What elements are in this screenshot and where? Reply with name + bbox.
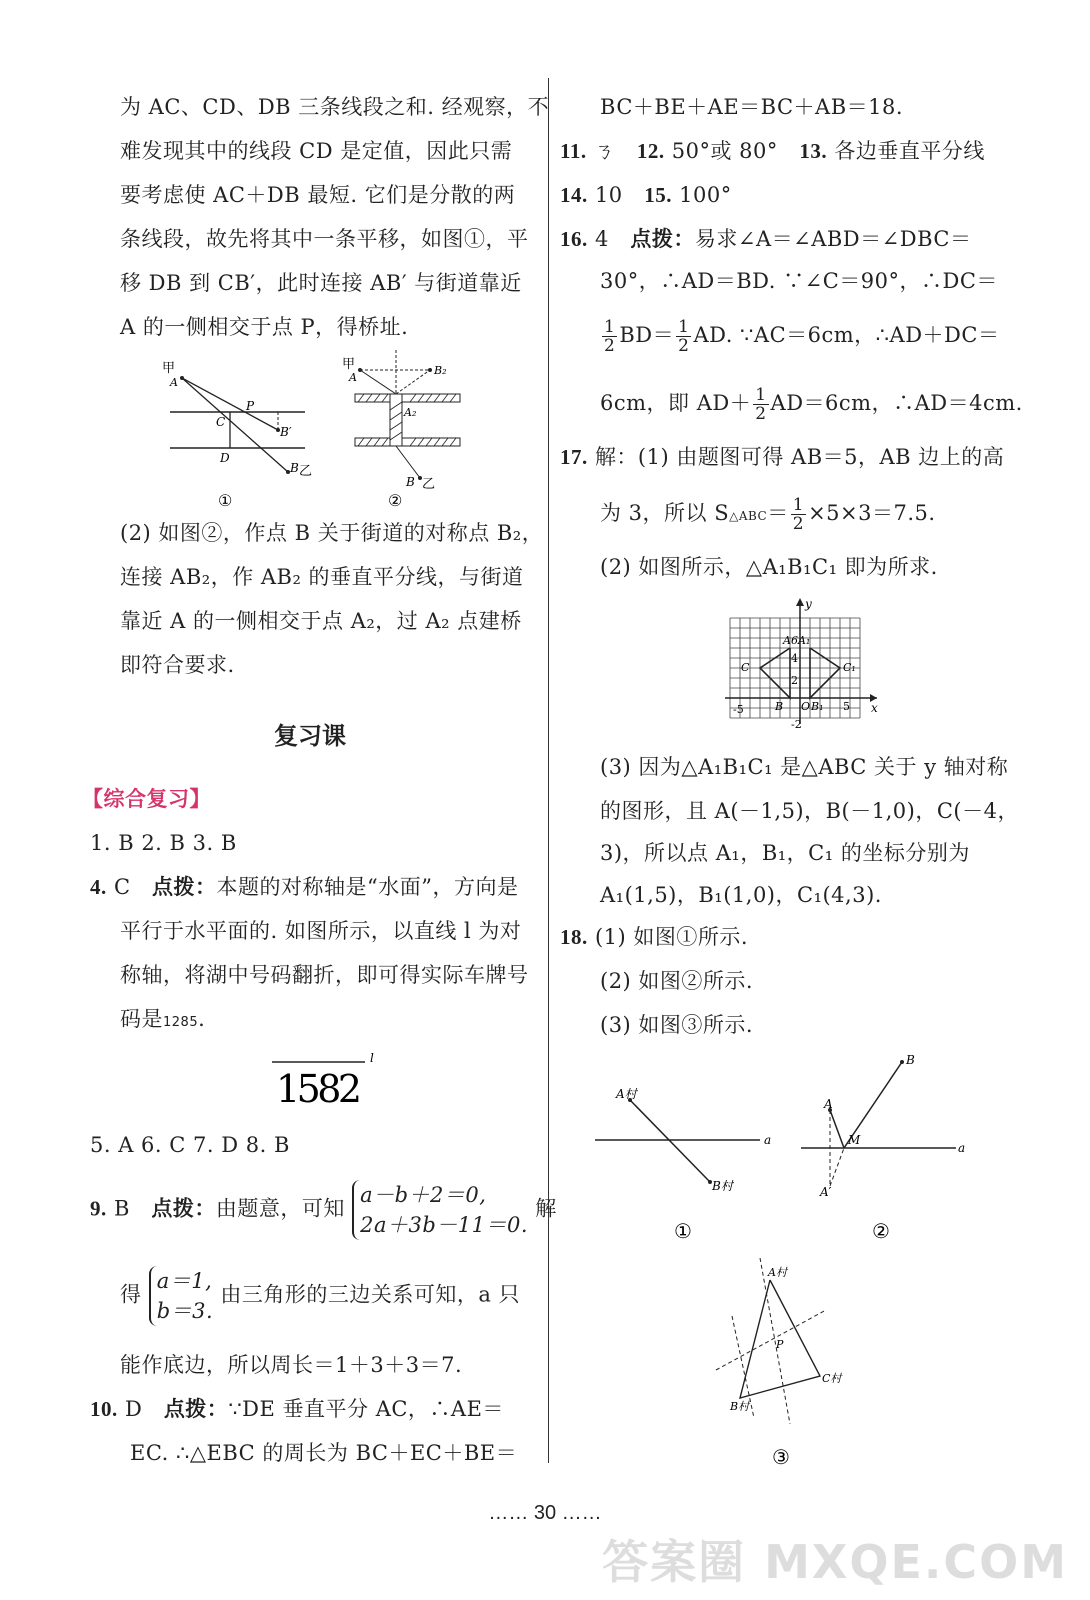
- fig18-label: P: [776, 1338, 784, 1351]
- q17-part3: 3)，所以点 A₁，B₁，C₁ 的坐标分别为: [600, 841, 970, 865]
- intro-line: 条线段，故先将其中一条平移，如图①，平: [120, 227, 529, 251]
- q17-text: 解：(1) 由题图可得 AB＝5，AB 边上的高: [594, 445, 1005, 469]
- q9-answer: B: [113, 1196, 130, 1221]
- q16-line3: [600, 318, 999, 355]
- q4-line-text: 码是: [120, 1007, 163, 1031]
- answers-1-3: 1. B 2. B 3. B: [90, 831, 237, 855]
- part2-line: 连接 AB₂，作 AB₂ 的垂直平分线，与街道: [120, 565, 524, 589]
- figure-18-2: [796, 1050, 986, 1250]
- q10-answer: D: [124, 1397, 143, 1421]
- q10-number: 10.: [90, 1397, 118, 1421]
- column-divider: [548, 78, 549, 1463]
- tick-minus-2: -2: [791, 718, 802, 731]
- q17-part3: (3) 因为△A₁B₁C₁ 是△ABC 关于 y 轴对称: [600, 755, 1009, 779]
- q13-answer: 各边垂直平分线: [834, 139, 985, 163]
- q9-after: 由三角形的三边关系可知，a 只: [220, 1282, 521, 1307]
- q17-line2a: 为 3，所以 S: [600, 501, 730, 525]
- grid-top-label: A6A₁: [783, 634, 811, 647]
- fig1-label: B′: [280, 425, 292, 439]
- axis-x-label: x: [871, 701, 878, 715]
- q18-line: [560, 922, 748, 952]
- fig18-label: C村: [822, 1372, 842, 1385]
- q4-text: 本题的对称轴是“水面”，方向是: [216, 875, 519, 899]
- part2-line: 靠近 A 的一侧相交于点 A₂，过 A₂ 点建桥: [120, 609, 522, 633]
- section-title: 复习课: [274, 722, 346, 750]
- fig18-label: A村: [616, 1087, 637, 1101]
- q9-text: 由题意，可知: [215, 1196, 345, 1221]
- fig2-caption: ②: [388, 491, 403, 510]
- frac-num: 1: [604, 317, 616, 337]
- q15-number: 15.: [644, 183, 672, 207]
- q4-line: [90, 872, 519, 902]
- point-B1: B₁: [811, 700, 824, 713]
- intro-line: 难发现其中的线段 CD 是定值，因此只需: [120, 139, 513, 163]
- figure-18-3: [710, 1258, 850, 1474]
- answers-5-8: 5. A 6. C 7. D 8. B: [90, 1133, 290, 1157]
- q16-line4: [600, 386, 1023, 423]
- q17-part2: (2) 如图所示，△A₁B₁C₁ 即为所求.: [600, 555, 938, 579]
- line-l-label: l: [370, 1051, 374, 1065]
- tick-5: 5: [843, 700, 850, 713]
- origin-O: O: [801, 700, 811, 713]
- figure-1-bridge: [160, 350, 313, 520]
- q9-r1: a＝1,: [156, 1269, 213, 1293]
- frac-den: 2: [755, 404, 767, 424]
- coordinate-grid-figure: [725, 594, 885, 730]
- part2-line: (2) 如图②，作点 B 关于街道的对称点 B₂，: [120, 521, 544, 545]
- frac-num: 1: [755, 385, 767, 405]
- q11-answer: ㄋ: [593, 139, 616, 163]
- q13-number: 13.: [799, 139, 828, 163]
- q18-number: 18.: [560, 925, 588, 949]
- plate-small: 1285: [163, 1015, 199, 1030]
- q4-line: 码是1285.: [120, 1007, 206, 1031]
- q10-line2: EC. ∴△EBC 的周长为 BC＋EC＋BE＝: [130, 1441, 518, 1465]
- fig2-label: A: [349, 371, 357, 384]
- tick-2: 2: [791, 674, 798, 687]
- q18-l2: (2) 如图②所示.: [600, 969, 754, 993]
- q9-result: [120, 1266, 520, 1326]
- q17-sub: △ABC: [729, 509, 768, 523]
- q16-tag: 点拨：: [630, 227, 695, 251]
- part2-line: 即符合要求.: [120, 653, 235, 677]
- q12-answer: 50°或 80°: [671, 139, 778, 163]
- q14-answer: 10: [594, 183, 623, 207]
- q15-answer: 100°: [679, 183, 732, 207]
- q10-tag: 点拨：: [163, 1397, 229, 1421]
- point-B: B: [775, 700, 784, 713]
- q9-de: 得: [120, 1282, 142, 1307]
- q16-f1: BD＝: [619, 323, 675, 347]
- fig18-label: A: [824, 1097, 833, 1111]
- watermark: 答案圈 MXQE.COM: [602, 1535, 1068, 1589]
- fig1-label: 甲: [162, 361, 176, 376]
- q16-line4a: 6cm，即 AD＋: [600, 391, 752, 415]
- plate-figure: [270, 1051, 380, 1111]
- fig2-label: A₂: [404, 406, 417, 419]
- fig1-label: 乙: [299, 464, 313, 479]
- fig2-label: B₂: [434, 364, 447, 377]
- tick-minus-5: -5: [733, 703, 744, 716]
- q17-part3: A₁(1,5)，B₁(1,0)，C₁(4,3).: [600, 883, 882, 907]
- q16-f2: AD. ∵AC＝6cm，∴AD＋DC＝: [693, 323, 1000, 347]
- intro-line: 移 DB 到 CB′，此时连接 AB′ 与街道靠近: [120, 271, 522, 295]
- q18-l1: (1) 如图①所示.: [594, 925, 749, 949]
- fig1-label: D: [220, 451, 230, 465]
- q9-eq2: 2a＋3b－11＝0.: [360, 1213, 529, 1237]
- fig18-label: B: [906, 1053, 915, 1067]
- q16-text: 易求∠A＝∠ABD＝∠DBC＝: [694, 227, 972, 251]
- q17-line2b: ＝: [767, 501, 789, 525]
- q16-line4b: AD＝6cm，∴AD＝4cm.: [770, 391, 1023, 415]
- fig1-label: P: [246, 399, 255, 413]
- q9-r2: b＝3.: [156, 1299, 214, 1323]
- q4-answer: C: [113, 875, 131, 899]
- fig18-caption: ②: [872, 1219, 890, 1243]
- plate-number: 1582: [276, 1067, 362, 1111]
- frac-num: 1: [678, 317, 690, 337]
- q10-text: ∵DE 垂直平分 AC，∴AE＝: [228, 1397, 504, 1421]
- fig18-caption: ①: [674, 1219, 692, 1243]
- q17-line2c: ×5×3＝7.5.: [808, 501, 936, 525]
- q9-eq1: a－b＋2＝0,: [360, 1183, 487, 1207]
- intro-line: A 的一侧相交于点 P，得桥址.: [120, 315, 409, 339]
- q4-number: 4.: [90, 875, 107, 899]
- q9-line: [90, 1180, 557, 1240]
- q9-number: 9.: [90, 1196, 107, 1221]
- fig1-label: C: [216, 415, 226, 429]
- point-C: C: [741, 661, 750, 674]
- fig18-label: A村: [768, 1266, 787, 1279]
- q18-l3: (3) 如图③所示.: [600, 1013, 754, 1037]
- fig2-label: B: [406, 475, 415, 489]
- frac-num: 1: [792, 495, 805, 515]
- q16-line2: 30°，∴AD＝BD. ∵∠C＝90°，∴DC＝: [600, 269, 998, 293]
- fig18-label: B村: [712, 1179, 733, 1193]
- q16-number: 16.: [560, 227, 588, 251]
- fig1-caption: ①: [218, 491, 233, 510]
- q4-line: 称轴，将湖中号码翻折，即可得实际车牌号: [120, 963, 529, 987]
- intro-line: 为 AC、CD、DB 三条线段之和. 经观察，不: [120, 95, 550, 119]
- point-C1: C₁: [843, 661, 856, 674]
- axis-y-label: y: [805, 597, 812, 611]
- fig1-label: B: [290, 461, 299, 475]
- q12-number: 12.: [636, 139, 665, 163]
- intro-line: 要考虑使 AC＋DB 最短. 它们是分散的两: [120, 183, 516, 207]
- q9-tag: 点拨：: [151, 1196, 216, 1221]
- q14-15: [560, 180, 732, 210]
- fig1-label: A: [170, 376, 178, 389]
- tick-4: 4: [791, 652, 798, 665]
- figure-18-1: [590, 1082, 790, 1252]
- q16-answer: 4: [594, 227, 609, 251]
- page-number: …… 30 ……: [488, 1502, 602, 1524]
- fig18-label: a: [958, 1141, 966, 1155]
- fig18-label: a: [764, 1133, 772, 1147]
- q17-line: [560, 442, 1004, 472]
- review-tag: 【综合复习】: [82, 787, 211, 811]
- fig2-label: 甲: [342, 357, 356, 372]
- q17-part3: 的图形，且 A(－1,5)，B(－1,0)，C(－4，: [600, 799, 1019, 823]
- q10-line: [90, 1394, 504, 1424]
- q4-line: 平行于水平面的. 如图所示，以直线 l 为对: [120, 919, 522, 943]
- q11-number: 11.: [560, 139, 587, 163]
- q17-line2: [600, 496, 936, 533]
- continuation: BC＋BE＋AE＝BC＋AB＝18.: [600, 95, 904, 119]
- figure-2-bridge: [340, 350, 480, 520]
- q9-last: 能作底边，所以周长＝1＋3＋3＝7.: [120, 1353, 463, 1377]
- fig18-label: M: [848, 1133, 861, 1147]
- q9-solve: 解: [535, 1196, 557, 1221]
- frac-den: 2: [792, 514, 805, 534]
- fig18-caption: ③: [772, 1445, 790, 1469]
- q11-13: [560, 136, 985, 166]
- fig2-label: 乙: [422, 477, 436, 492]
- fig18-label: A′: [820, 1185, 832, 1199]
- frac-den: 2: [678, 336, 690, 356]
- q17-number: 17.: [560, 445, 588, 469]
- frac-den: 2: [604, 336, 616, 356]
- q4-tag: 点拨：: [152, 875, 217, 899]
- q14-number: 14.: [560, 183, 588, 207]
- fig18-label: B村: [730, 1400, 750, 1413]
- q16-line: [560, 224, 971, 254]
